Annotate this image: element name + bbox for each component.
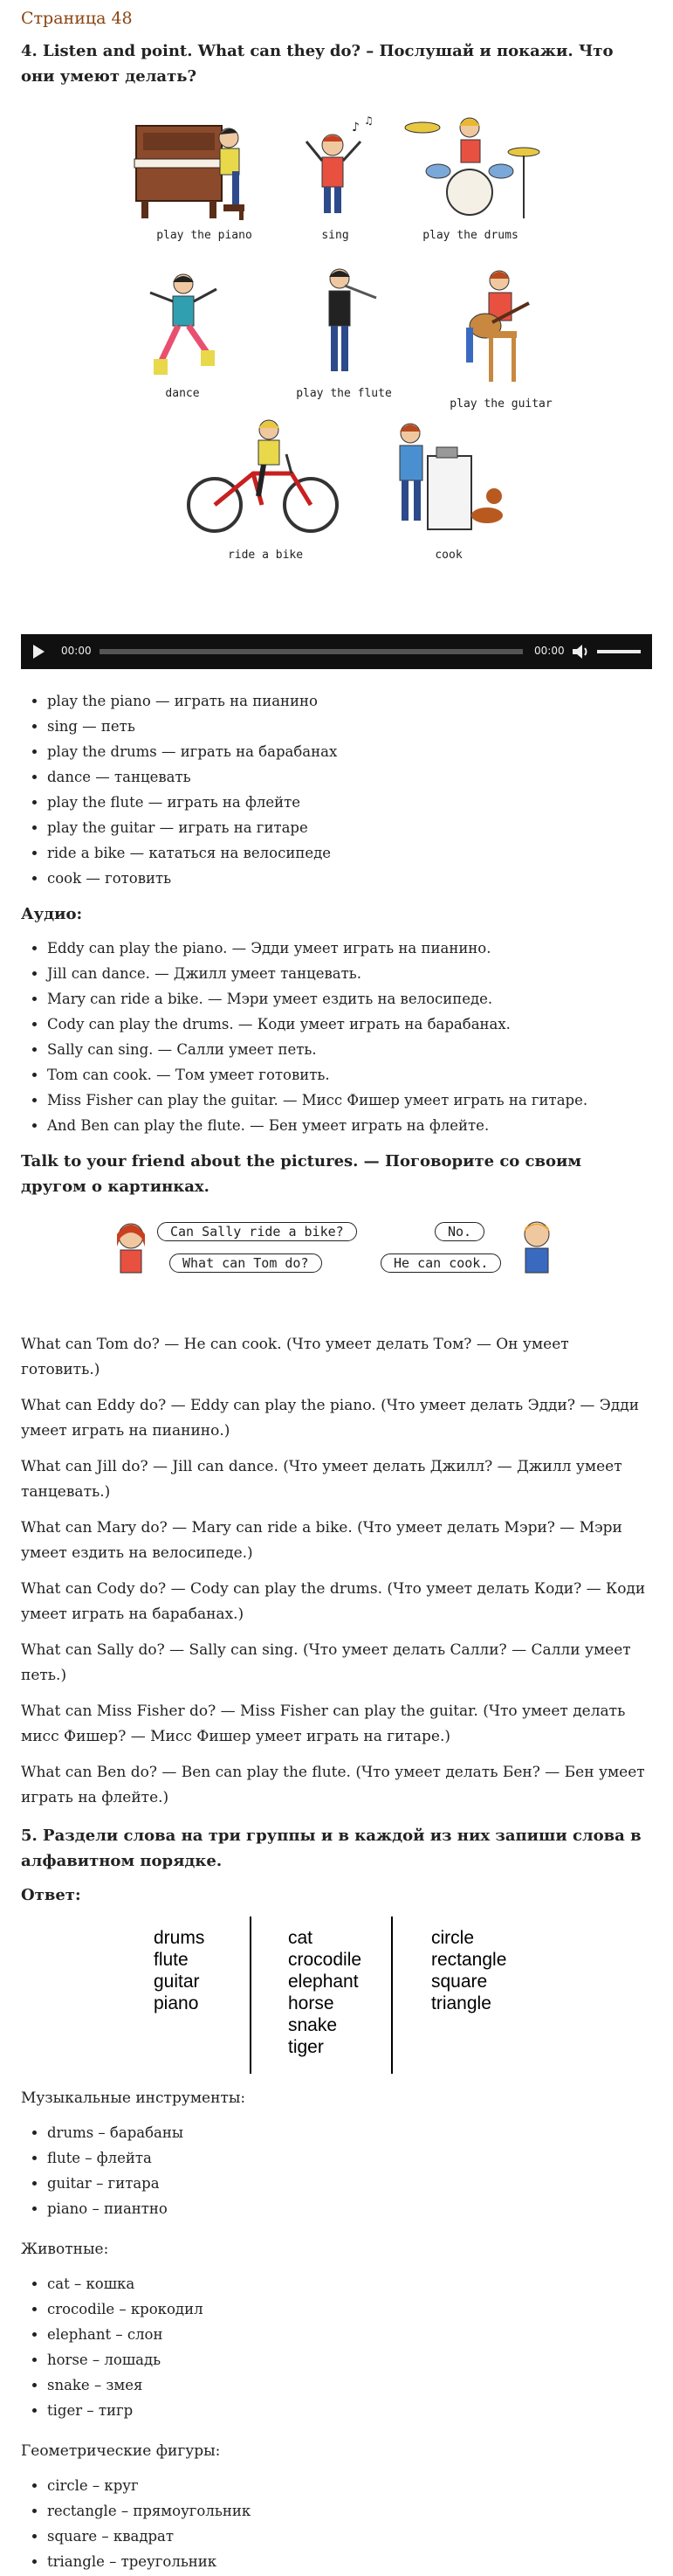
list-item: • play the piano — играть на пианино bbox=[47, 688, 652, 714]
group-shapes bbox=[431, 1927, 506, 2014]
group-word: rectangle bbox=[431, 1950, 507, 1970]
list-item: • Eddy can play the piano. — Эдди умеет играть на пианино. bbox=[47, 936, 652, 961]
audio-player bbox=[21, 634, 652, 669]
drummer-picture bbox=[396, 107, 545, 224]
category-list-animals bbox=[21, 2271, 652, 2423]
figure-ride-bike bbox=[178, 412, 353, 562]
figure-play-guitar bbox=[431, 259, 571, 411]
figure-sing bbox=[287, 115, 383, 242]
boy-avatar bbox=[515, 1215, 559, 1276]
group-instruments bbox=[154, 1927, 204, 2014]
group-word: tiger bbox=[288, 2037, 324, 2057]
list-item: • Mary can ride a bike. — Мэри умеет ездить на велосипеде. bbox=[47, 986, 652, 1012]
list-item: • flute – флейта bbox=[47, 2145, 652, 2171]
task4-heading: 4. Listen and point. What can they do? – Послушай и покажи. Что они умеют делать? bbox=[21, 42, 614, 86]
caption-play-drums: play the drums bbox=[422, 229, 518, 242]
girl-avatar bbox=[112, 1217, 150, 1274]
talk-heading: Talk to your friend about the pictures. — Поговорите со своим другом о картинках. bbox=[21, 1152, 582, 1196]
list-item: • triangle – треугольник bbox=[47, 2549, 652, 2574]
group-word: square bbox=[431, 1972, 488, 1992]
figure-play-piano bbox=[126, 110, 283, 242]
list-item: • crocodile – крокодил bbox=[47, 2296, 652, 2322]
group-divider bbox=[250, 1916, 251, 2074]
audio-current-time: 00:00 bbox=[61, 645, 92, 657]
cook-picture bbox=[379, 412, 518, 543]
group-word: circle bbox=[431, 1928, 475, 1948]
list-item: • snake – змея bbox=[47, 2372, 652, 2398]
list-item: • play the drums — играть на барабанах bbox=[47, 739, 652, 764]
word-groups bbox=[21, 1916, 652, 2074]
list-item: • sing — петь bbox=[47, 714, 652, 739]
group-word: crocodile bbox=[288, 1950, 362, 1970]
svg-text:♫: ♫ bbox=[364, 115, 374, 127]
list-item: • square – квадрат bbox=[47, 2524, 652, 2549]
list-item: • Cody can play the drums. — Коди умеет играть на барабанах. bbox=[47, 1012, 652, 1037]
speech-bubble-answer-1: No. bbox=[435, 1222, 484, 1241]
play-icon[interactable] bbox=[33, 645, 45, 659]
list-item: • ride a bike — кататься на велосипеде bbox=[47, 840, 652, 866]
qa-paragraph: What can Mary do? — Mary can ride a bike. (Что умеет делать Мэри? — Мэри умеет ездить на велосипеде.) bbox=[21, 1519, 622, 1562]
group-word: drums bbox=[154, 1928, 205, 1948]
list-item: • play the flute — играть на флейте bbox=[47, 790, 652, 815]
audio-duration: 00:00 bbox=[534, 645, 565, 657]
audio-progress-track[interactable] bbox=[100, 649, 523, 654]
figure-cook bbox=[379, 412, 518, 562]
list-item: • dance — танцевать bbox=[47, 764, 652, 790]
speech-bubble-answer-2: He can cook. bbox=[381, 1253, 501, 1273]
guitar-player-picture bbox=[431, 259, 571, 392]
task4-illustration bbox=[21, 98, 652, 622]
svg-text:♪: ♪ bbox=[352, 121, 360, 135]
qa-paragraph: What can Ben do? — Ben can play the flute. (Что умеет делать Бен? — Бен умеет играть на флейте.) bbox=[21, 1764, 645, 1806]
audio-heading: Аудио: bbox=[21, 905, 83, 923]
caption-cook: cook bbox=[435, 549, 463, 562]
list-item: • Jill can dance. — Джилл умеет танцевать. bbox=[47, 961, 652, 986]
category-label-shapes: Геометрические фигуры: bbox=[21, 2442, 221, 2460]
speech-bubble-question-1: Can Sally ride a bike? bbox=[157, 1222, 357, 1241]
group-divider bbox=[391, 1916, 393, 2074]
qa-paragraph: What can Jill do? — Jill can dance. (Что умеет делать Джилл? — Джилл умеет танцевать.) bbox=[21, 1458, 622, 1501]
list-item: • rectangle – прямоугольник bbox=[47, 2498, 652, 2524]
list-item: • elephant – слон bbox=[47, 2322, 652, 2347]
list-item: • tiger – тигр bbox=[47, 2398, 652, 2423]
caption-ride-bike: ride a bike bbox=[227, 549, 304, 562]
page-title: Страница 48 bbox=[21, 9, 133, 28]
answer-label: Ответ: bbox=[21, 1886, 81, 1904]
caption-play-guitar: play the guitar bbox=[450, 397, 553, 411]
flute-player-picture bbox=[278, 259, 409, 382]
category-list-shapes bbox=[21, 2473, 652, 2574]
qa-paragraph: What can Eddy do? — Eddy can play the piano. (Что умеет делать Эдди? — Эдди умеет играть на пианино.) bbox=[21, 1397, 640, 1440]
category-list-instruments bbox=[21, 2120, 652, 2221]
list-item: • cat – кошка bbox=[47, 2271, 652, 2296]
group-word: piano bbox=[154, 1993, 199, 2013]
bike-rider-picture bbox=[178, 412, 353, 543]
caption-sing: sing bbox=[321, 229, 349, 242]
qa-section bbox=[21, 1332, 652, 1811]
category-label-instruments: Музыкальные инструменты: bbox=[21, 2089, 246, 2107]
list-item: • piano – пиантно bbox=[47, 2196, 652, 2221]
qa-paragraph: What can Sally do? — Sally can sing. (Что умеет делать Салли? — Салли умеет петь.) bbox=[21, 1641, 631, 1684]
task5-heading: 5. Раздели слова на три группы и в каждой из них запиши слова в алфавитном порядке. bbox=[21, 1827, 642, 1870]
list-item: • circle – круг bbox=[47, 2473, 652, 2498]
group-word: guitar bbox=[154, 1972, 200, 1992]
group-word: triangle bbox=[431, 1993, 491, 2013]
list-item: • horse – лошадь bbox=[47, 2347, 652, 2372]
category-label-animals: Животные: bbox=[21, 2241, 109, 2258]
vocab-list bbox=[21, 688, 652, 891]
caption-play-piano: play the piano bbox=[156, 229, 252, 242]
qa-paragraph: What can Cody do? — Cody can play the drums. (Что умеет делать Коди? — Коди умеет играть на барабанах.) bbox=[21, 1580, 646, 1623]
qa-paragraph: What can Tom do? — He can cook. (Что умеет делать Том? — Он умеет готовить.) bbox=[21, 1336, 569, 1378]
list-item: • cook — готовить bbox=[47, 866, 652, 891]
speech-bubble-question-2: What can Tom do? bbox=[169, 1253, 322, 1273]
qa-paragraph: What can Miss Fisher do? — Miss Fisher can play the guitar. (Что умеет делать мисс Фишер? — Мисс Фишер умеет играть на гитаре.) bbox=[21, 1702, 626, 1745]
group-animals bbox=[288, 1927, 361, 2058]
dialog-illustration bbox=[21, 1208, 652, 1313]
group-word: elephant bbox=[288, 1972, 359, 1992]
figure-play-drums bbox=[396, 107, 545, 242]
audio-transcript-list bbox=[21, 936, 652, 1138]
figure-dance bbox=[126, 259, 239, 400]
group-word: flute bbox=[154, 1950, 189, 1970]
group-word: snake bbox=[288, 2015, 338, 2035]
list-item: • Sally can sing. — Салли умеет петь. bbox=[47, 1037, 652, 1062]
dancer-picture bbox=[126, 259, 239, 382]
list-item: • play the guitar — играть на гитаре bbox=[47, 815, 652, 840]
list-item: • Tom can cook. — Том умеет готовить. bbox=[47, 1062, 652, 1088]
caption-play-flute: play the flute bbox=[296, 387, 392, 400]
list-item: • drums – барабаны bbox=[47, 2120, 652, 2145]
caption-dance: dance bbox=[165, 387, 200, 400]
singer-picture bbox=[287, 115, 383, 224]
list-item: • Miss Fisher can play the guitar. — Мисс Фишер умеет играть на гитаре. bbox=[47, 1088, 652, 1113]
volume-icon[interactable] bbox=[571, 643, 590, 660]
list-item: • And Ben can play the flute. — Бен умеет играть на флейте. bbox=[47, 1113, 652, 1138]
figure-play-flute bbox=[278, 259, 409, 400]
group-word: horse bbox=[288, 1993, 334, 2013]
list-item: • guitar – гитара bbox=[47, 2171, 652, 2196]
group-word: cat bbox=[288, 1928, 313, 1948]
volume-slider[interactable] bbox=[597, 650, 641, 653]
piano-player-picture bbox=[126, 110, 283, 224]
